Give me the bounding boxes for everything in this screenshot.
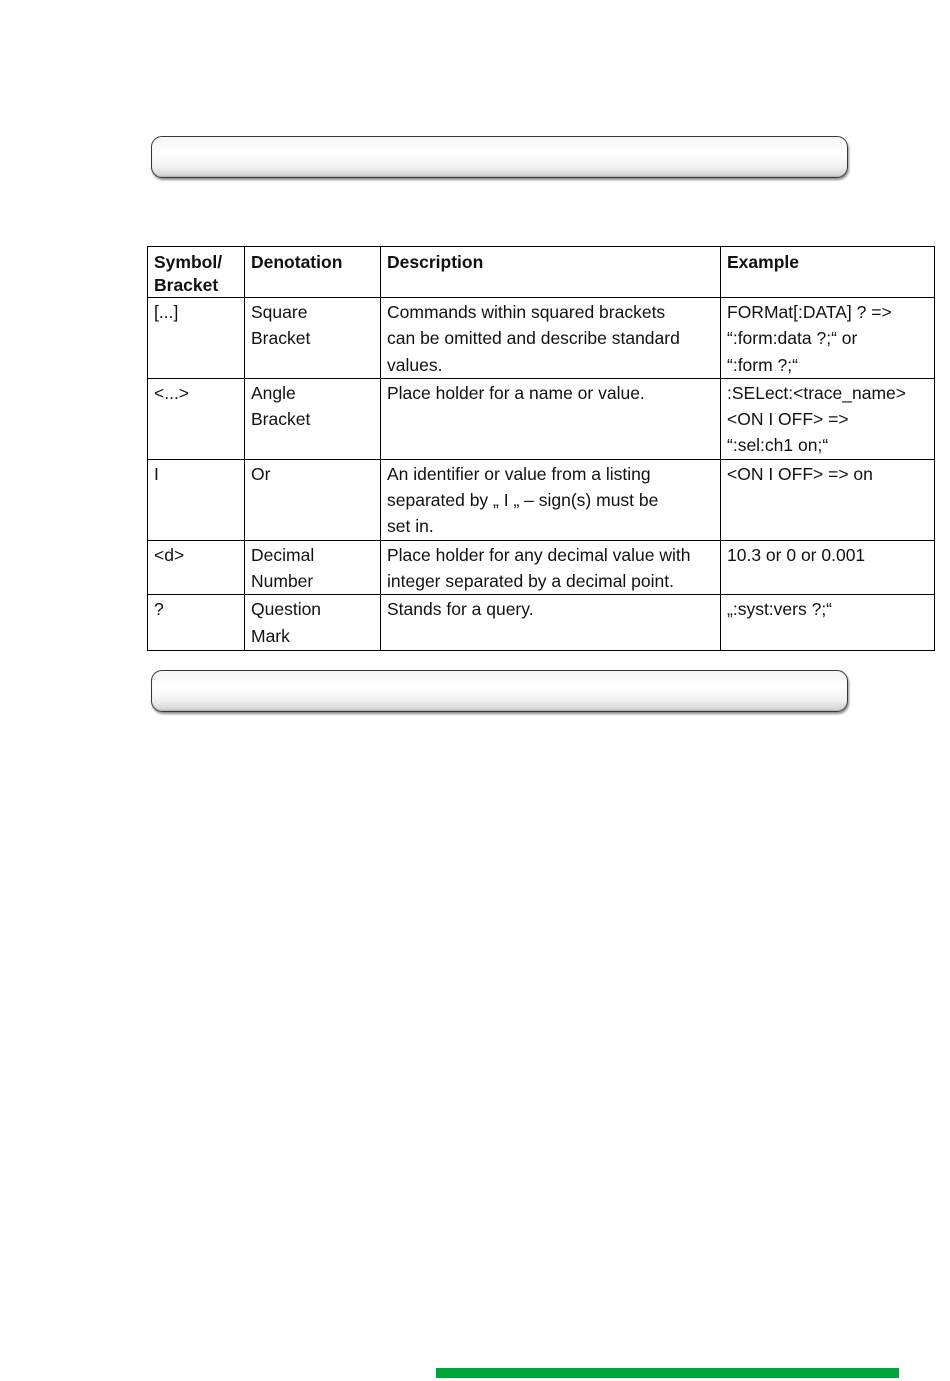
- cell-example: 10.3 or 0 or 0.001: [721, 540, 935, 595]
- cell-denotation: Question Mark: [245, 595, 381, 651]
- section-header-bar-bottom: [151, 670, 848, 712]
- cell-description: An identifier or value from a listing separated by „ I „ – sign(s) must be set in.: [381, 459, 721, 540]
- cell-symbol: [...]: [148, 298, 245, 379]
- footer-green-stripe: [436, 1368, 899, 1378]
- cell-symbol: I: [148, 459, 245, 540]
- cell-denotation: Decimal Number: [245, 540, 381, 595]
- section-header-bar-top: [151, 136, 848, 178]
- cell-symbol: ?: [148, 595, 245, 651]
- cell-example: FORMat[:DATA] ? => “:form:data ?;“ or “:form ?;“: [721, 298, 935, 379]
- syntax-symbols-table: [147, 246, 935, 651]
- table-row: [148, 540, 935, 595]
- cell-description: Commands within squared brackets can be omitted and describe standard values.: [381, 298, 721, 379]
- cell-symbol: <d>: [148, 540, 245, 595]
- column-header-description: Description: [381, 247, 721, 298]
- column-header-example: Example: [721, 247, 935, 298]
- cell-denotation: Or: [245, 459, 381, 540]
- table-row: [148, 595, 935, 651]
- cell-description: Place holder for any decimal value with integer separated by a decimal point.: [381, 540, 721, 595]
- table-header-row: [148, 247, 935, 298]
- table-row: [148, 378, 935, 459]
- column-header-symbol: Symbol/ Bracket: [148, 247, 245, 298]
- cell-description: Place holder for a name or value.: [381, 378, 721, 459]
- cell-description: Stands for a query.: [381, 595, 721, 651]
- column-header-denotation: Denotation: [245, 247, 381, 298]
- cell-denotation: Angle Bracket: [245, 378, 381, 459]
- cell-example: „:syst:vers ?;“: [721, 595, 935, 651]
- cell-example: <ON I OFF> => on: [721, 459, 935, 540]
- table-row: [148, 298, 935, 379]
- cell-example: :SELect:<trace_name> <ON I OFF> => “:sel:ch1 on;“: [721, 378, 935, 459]
- cell-symbol: <...>: [148, 378, 245, 459]
- table-row: [148, 459, 935, 540]
- cell-denotation: Square Bracket: [245, 298, 381, 379]
